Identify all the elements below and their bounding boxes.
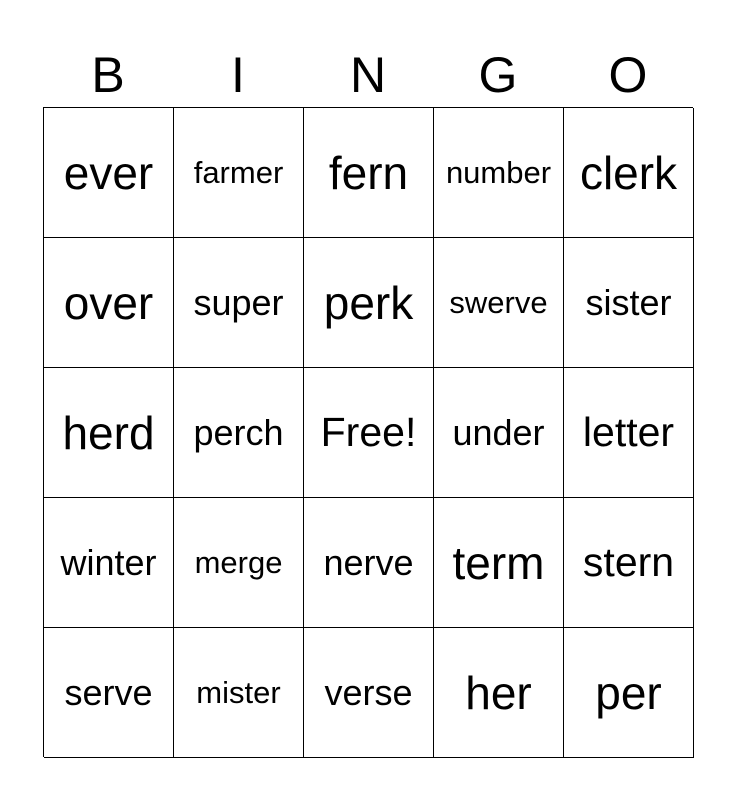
bingo-cell[interactable]: verse	[304, 628, 434, 758]
bingo-cell[interactable]: mister	[174, 628, 304, 758]
bingo-cell[interactable]: nerve	[304, 498, 434, 628]
header-letter-i: I	[231, 47, 245, 103]
bingo-cell[interactable]: winter	[44, 498, 174, 628]
bingo-cell[interactable]: over	[44, 238, 174, 368]
bingo-cell[interactable]: stern	[564, 498, 694, 628]
bingo-header	[43, 42, 693, 108]
header-letter-b: B	[91, 47, 125, 103]
bingo-cell[interactable]: serve	[44, 628, 174, 758]
bingo-cell[interactable]: fern	[304, 108, 434, 238]
bingo-cell[interactable]: term	[434, 498, 564, 628]
bingo-cell[interactable]: sister	[564, 238, 694, 368]
bingo-cell[interactable]: under	[434, 368, 564, 498]
header-letter-g: G	[478, 47, 518, 103]
bingo-cell[interactable]: super	[174, 238, 304, 368]
bingo-cell[interactable]: farmer	[174, 108, 304, 238]
bingo-cell[interactable]: perch	[174, 368, 304, 498]
bingo-cell[interactable]: merge	[174, 498, 304, 628]
header-letter-n: N	[349, 47, 387, 103]
free-space-cell[interactable]: Free!	[304, 368, 434, 498]
bingo-cell[interactable]: her	[434, 628, 564, 758]
bingo-board	[43, 107, 693, 757]
bingo-cell[interactable]: letter	[564, 368, 694, 498]
bingo-cell[interactable]: herd	[44, 368, 174, 498]
bingo-cell[interactable]: perk	[304, 238, 434, 368]
bingo-cell[interactable]: swerve	[434, 238, 564, 368]
bingo-cell[interactable]: number	[434, 108, 564, 238]
bingo-cell[interactable]: per	[564, 628, 694, 758]
bingo-cell[interactable]: ever	[44, 108, 174, 238]
header-letter-o: O	[608, 47, 648, 103]
bingo-cell[interactable]: clerk	[564, 108, 694, 238]
